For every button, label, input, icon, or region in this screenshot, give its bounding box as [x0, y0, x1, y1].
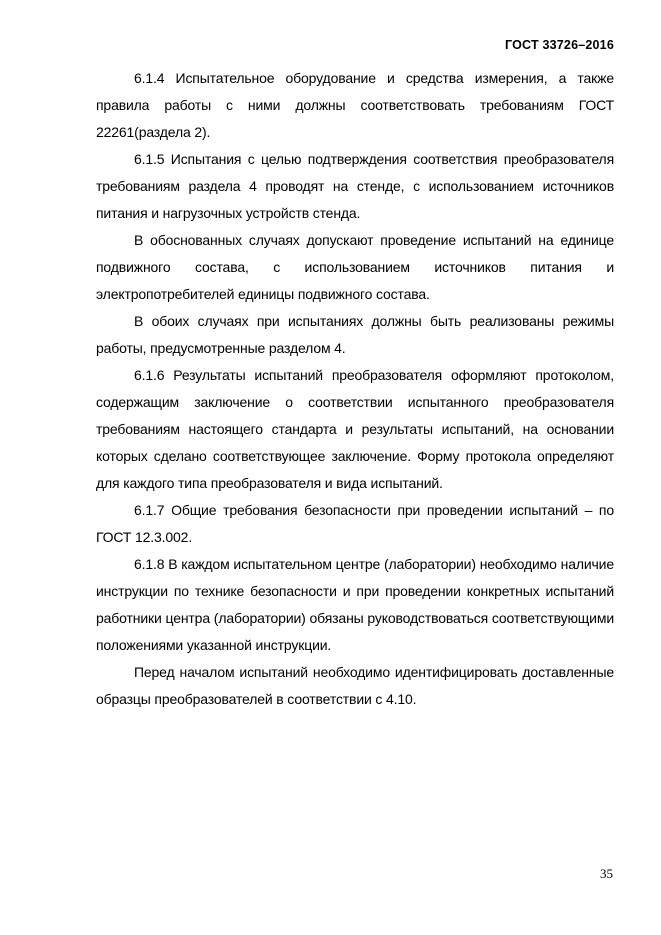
- paragraph-6-1-5: 6.1.5 Испытания с целью подтверждения соответствия преобразователя требованиям раздела 4 проводят на стенде, с использованием источников питания и нагрузочных устройств стенда.: [96, 151, 614, 221]
- paragraph-justified-cases: В обоснованных случаях допускают проведение испытаний на единице подвижного состава, с использованием источников питания и электропотребителей единицы подвижного состава.: [96, 232, 614, 302]
- paragraph-6-1-8: 6.1.8 В каждом испытательном центре (лаборатории) необходимо наличие инструкции по технике безопасности и при проведении конкретных испытаний работники центра (лаборатории) обязаны руководствоваться соответствующими положениями указанной инструкции.: [96, 556, 614, 653]
- body-text: [96, 65, 614, 713]
- standard-code-header: ГОСТ 33726–2016: [505, 38, 614, 52]
- paragraph-identification: Перед началом испытаний необходимо идентифицировать доставленные образцы преобразователей в соответствии с 4.10.: [96, 664, 614, 707]
- paragraph-6-1-6: 6.1.6 Результаты испытаний преобразователя оформляют протоколом, содержащим заключение о соответствии испытанного преобразователя требованиям настоящего стандарта и результаты испытаний, на основании которых сделано соответствующее заключение. Форму протокола определяют для каждого типа преобразователя и вида испытаний.: [96, 367, 614, 491]
- paragraph-both-cases: В обоих случаях при испытаниях должны быть реализованы режимы работы, предусмотренные разделом 4.: [96, 313, 614, 356]
- paragraph-6-1-4: 6.1.4 Испытательное оборудование и средства измерения, а также правила работы с ними должны соответствовать требованиям ГОСТ 22261(раздела 2).: [96, 70, 614, 140]
- page-number: 35: [600, 866, 613, 881]
- paragraph-6-1-7: 6.1.7 Общие требования безопасности при проведении испытаний – по ГОСТ 12.3.002.: [96, 502, 614, 545]
